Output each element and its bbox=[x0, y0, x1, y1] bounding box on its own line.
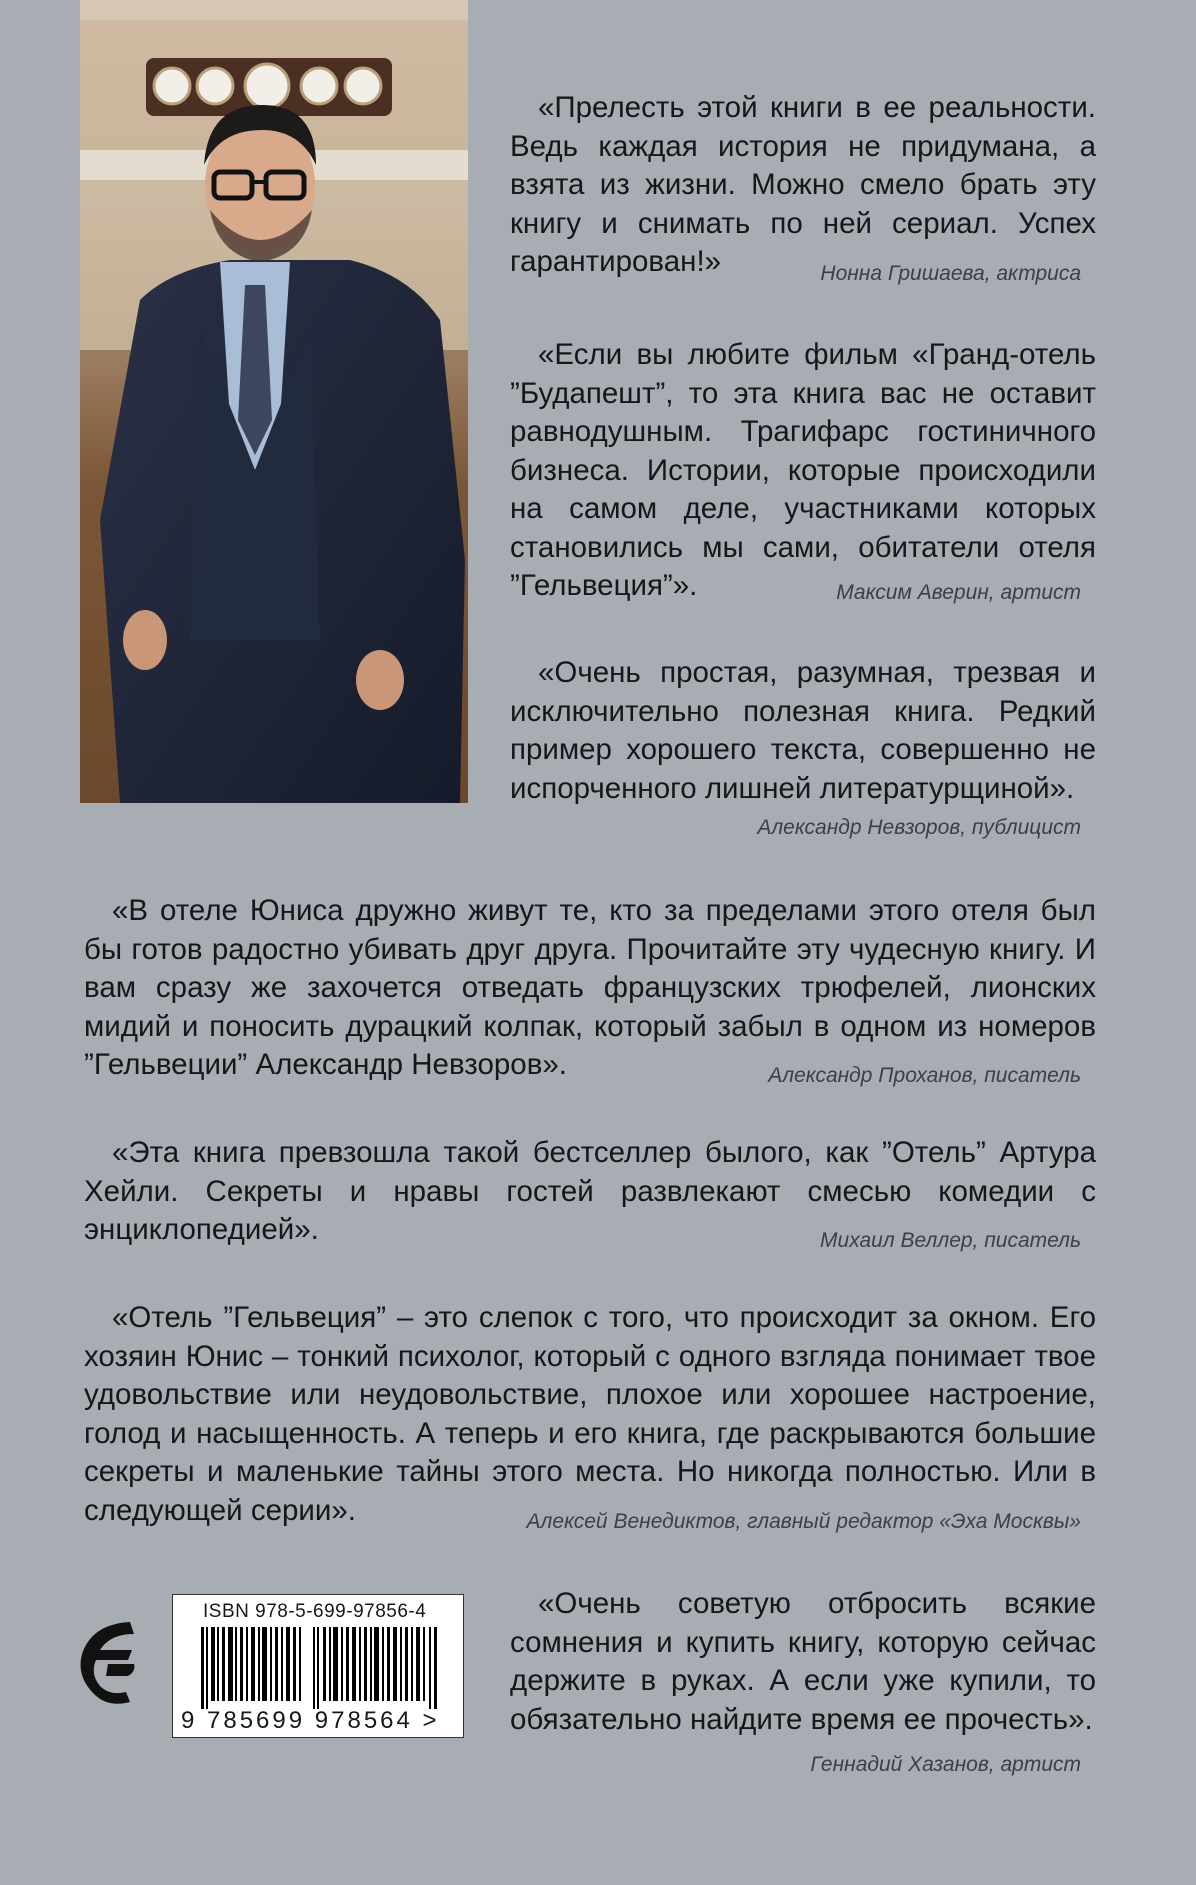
quote-2-author: Максим Аверин, артист bbox=[836, 581, 1081, 604]
isbn-number: ISBN 978-5-699-97856-4 bbox=[203, 1601, 427, 1622]
author-photo-illustration bbox=[80, 0, 468, 803]
quote-6: «Отель ”Гельвеция” – это слепок с того, что происходит за окном. Его хозяин Юнис – тонкий психолог, который с одного взгляда понимает твое удовольствие или неудовольствие, плохое или хорошее настроение, голод и насыщенность. А теперь и его книга, где раскрываются большие секреты и маленькие тайны этого места. Но никогда полностью. Или в следующей серии». bbox=[84, 1301, 1096, 1527]
quote-4: «В отеле Юниса дружно живут те, кто за пределами этого отеля был бы готов радостно убивать друг друга. Прочитайте эту чудесную книгу. И вам сразу же захочется отведать французских трюфелей, лионских мидий и поносить дурацкий колпак, который забыл в одном из номеров ”Гельвеции” Александр Невзоров». bbox=[84, 894, 1096, 1081]
quote-5-author: Михаил Веллер, писатель bbox=[820, 1229, 1081, 1252]
publisher-logo bbox=[72, 1612, 144, 1712]
quote-7-author: Геннадий Хазанов, артист bbox=[810, 1753, 1081, 1776]
barcode-box bbox=[172, 1594, 464, 1738]
quote-1: «Прелесть этой книги в ее реальности. Ведь каждая история не придумана, а взята из жизни. Можно смело брать эту книгу и снимать по ней сериал. Успех гарантирован!» bbox=[510, 91, 1096, 278]
quote-5: «Эта книга превзошла такой бестселлер былого, как ”Отель” Артура Хейли. Секреты и нравы гостей развлекают смесью комедии с энциклопедией». bbox=[84, 1136, 1096, 1246]
quote-1-author: Нонна Гришаева, актриса bbox=[820, 262, 1081, 285]
quote-2: «Если вы любите фильм «Гранд-отель ”Будапешт”, то эта книга вас не оставит равнодушным. Трагифарс гостиничного бизнеса. Истории, которые происходили на самом деле, участниками которых становились мы сами, обитатели отеля ”Гельвеция”». bbox=[510, 338, 1096, 602]
author-photo bbox=[80, 0, 468, 803]
quote-3-author: Александр Невзоров, публицист bbox=[757, 816, 1081, 839]
barcode-digits: 9 785699 978564 > bbox=[181, 1707, 440, 1734]
publisher-logo-icon bbox=[72, 1612, 144, 1712]
quote-6-author: Алексей Венедиктов, главный редактор «Эха Москвы» bbox=[526, 1510, 1081, 1533]
barcode-bars bbox=[201, 1627, 437, 1709]
quote-4-author: Александр Проханов, писатель bbox=[768, 1064, 1081, 1087]
quote-7: «Очень советую отбросить всякие сомнения и купить книгу, которую сейчас держите в руках. А если уже купили, то обязательно найдите время ее прочесть». bbox=[510, 1587, 1096, 1736]
quote-3: «Очень простая, разумная, трезвая и исключительно полезная книга. Редкий пример хорошего текста, совершенно не испорченного лишней литературщиной». bbox=[510, 656, 1096, 805]
